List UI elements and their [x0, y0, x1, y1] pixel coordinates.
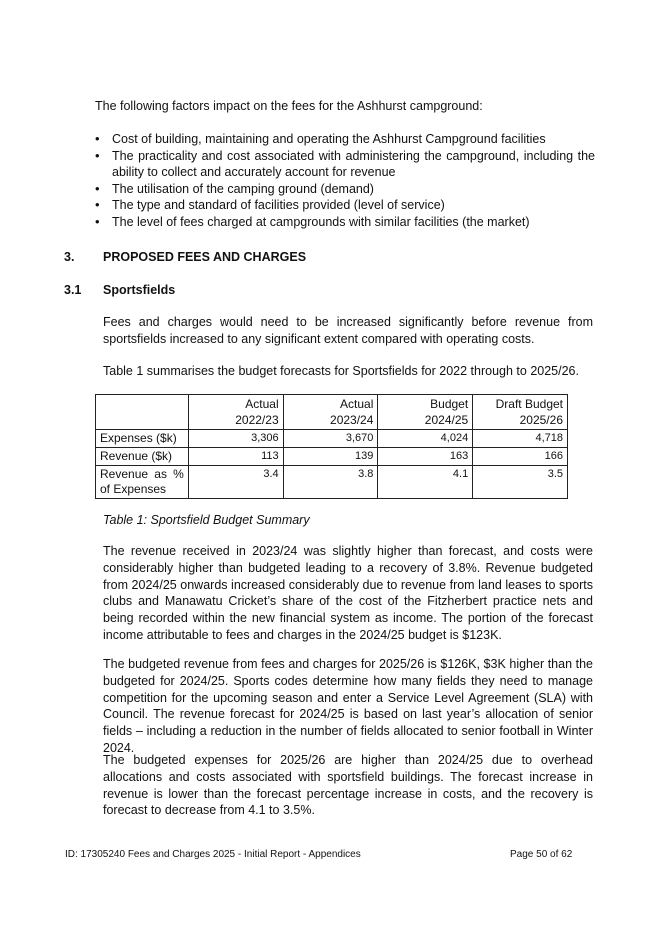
factor-item: • Cost of building, maintaining and operating the Ashhurst Campground facilities [95, 131, 595, 148]
table-cell: 4.1 [378, 466, 473, 499]
table-cell: 163 [378, 448, 473, 466]
factor-item: • The utilisation of the camping ground (demand) [95, 181, 595, 198]
table-cell: 3.5 [473, 466, 568, 499]
table-header-cell [473, 395, 568, 430]
header-line: 2024/25 [424, 413, 469, 427]
paragraph-budgeted-revenue: The budgeted revenue from fees and charges for 2025/26 is $126K, $3K higher than the budgeted for 2024/25. Sports codes determine how many fields they need to manage competition for the upcoming season and enter a Service Level Agreement (SLA) with Council. The revenue forecast for 2024/25 is based on last year’s allocation of senior fields – including a reduction in the number of fields allocated to senior football in Winter 2024. [103, 657, 593, 755]
table-cell: 4,718 [473, 430, 568, 448]
table-caption: Table 1: Sportsfield Budget Summary [103, 513, 310, 527]
factor-item: • The level of fees charged at campgrounds with similar facilities (the market) [95, 214, 595, 231]
header-line: 2025/26 [519, 413, 563, 427]
paragraph-table-intro: Table 1 summarises the budget forecasts for Sportsfields for 2022 through to 2025/26. [103, 364, 579, 378]
paragraph-budgeted-expenses: The budgeted expenses for 2025/26 are higher than 2024/25 due to overhead allocations and costs associated with sportsfield buildings. The forecast increase in revenue is lower than the forecast percentage increase in costs, and the recovery is forecast to decrease from 4.1 to 3.5%. [103, 753, 593, 818]
table-row [96, 430, 568, 448]
factor-item: • The type and standard of facilities provided (level of service) [95, 197, 595, 214]
paragraph-fees-intro: Fees and charges would need to be increased significantly before revenue from sportsfields increased to any significant extent compared with operating costs. [103, 315, 593, 346]
header-line: Actual [340, 397, 374, 411]
table-cell: 166 [473, 448, 568, 466]
footer-page-number: Page 50 of 62 [510, 849, 573, 860]
header-line: Actual [245, 397, 279, 411]
header-line: Budget [430, 397, 469, 411]
row-label: Revenue as % of Expenses [96, 466, 189, 499]
footer-document-id: ID: 17305240 Fees and Charges 2025 - Initial Report - Appendices [65, 849, 361, 860]
factors-list [95, 131, 595, 231]
table-cell: 3,670 [283, 430, 378, 448]
header-line: 2022/23 [235, 413, 279, 427]
header-line: 2023/24 [330, 413, 374, 427]
table-cell: 3.8 [283, 466, 378, 499]
section-3-1-number: 3.1 [64, 283, 82, 297]
section-3-1-heading: Sportsfields [103, 283, 176, 297]
table-cell: 139 [283, 448, 378, 466]
table-header-cell [378, 395, 473, 430]
paragraph-revenue-received: The revenue received in 2023/24 was slightly higher than forecast, and costs were considerably higher than budgeted leading to a recovery of 3.8%. Revenue budgeted from 2024/25 onwards increased considerably due to revenue from land leases to sports clubs and Manawatu Cricket’s share of the cost of the Fitzherbert practice nets and being recorded within the new financial system as income. The portion of the forecast income attributable to fees and charges in the 2024/25 budget is $123K. [103, 544, 593, 642]
header-line: Draft Budget [495, 397, 563, 411]
table-cell: 3,306 [188, 430, 283, 448]
table-cell: 4,024 [378, 430, 473, 448]
row-label: Revenue ($k) [96, 448, 189, 466]
intro-text: The following factors impact on the fees for the Ashhurst campground: [95, 99, 483, 113]
table-corner-cell [96, 395, 189, 430]
section-3-heading: PROPOSED FEES AND CHARGES [103, 250, 307, 264]
table-cell: 3.4 [188, 466, 283, 499]
table-row [96, 466, 568, 499]
table-header-cell [188, 395, 283, 430]
budget-table [95, 394, 568, 499]
factor-item: • The practicality and cost associated with administering the campground, including the ability to collect and accurately account for revenue [95, 148, 595, 181]
table-header-cell [283, 395, 378, 430]
table-header-row [96, 395, 568, 430]
table-row [96, 448, 568, 466]
section-3-number: 3. [64, 250, 75, 264]
row-label: Expenses ($k) [96, 430, 189, 448]
table-cell: 113 [188, 448, 283, 466]
